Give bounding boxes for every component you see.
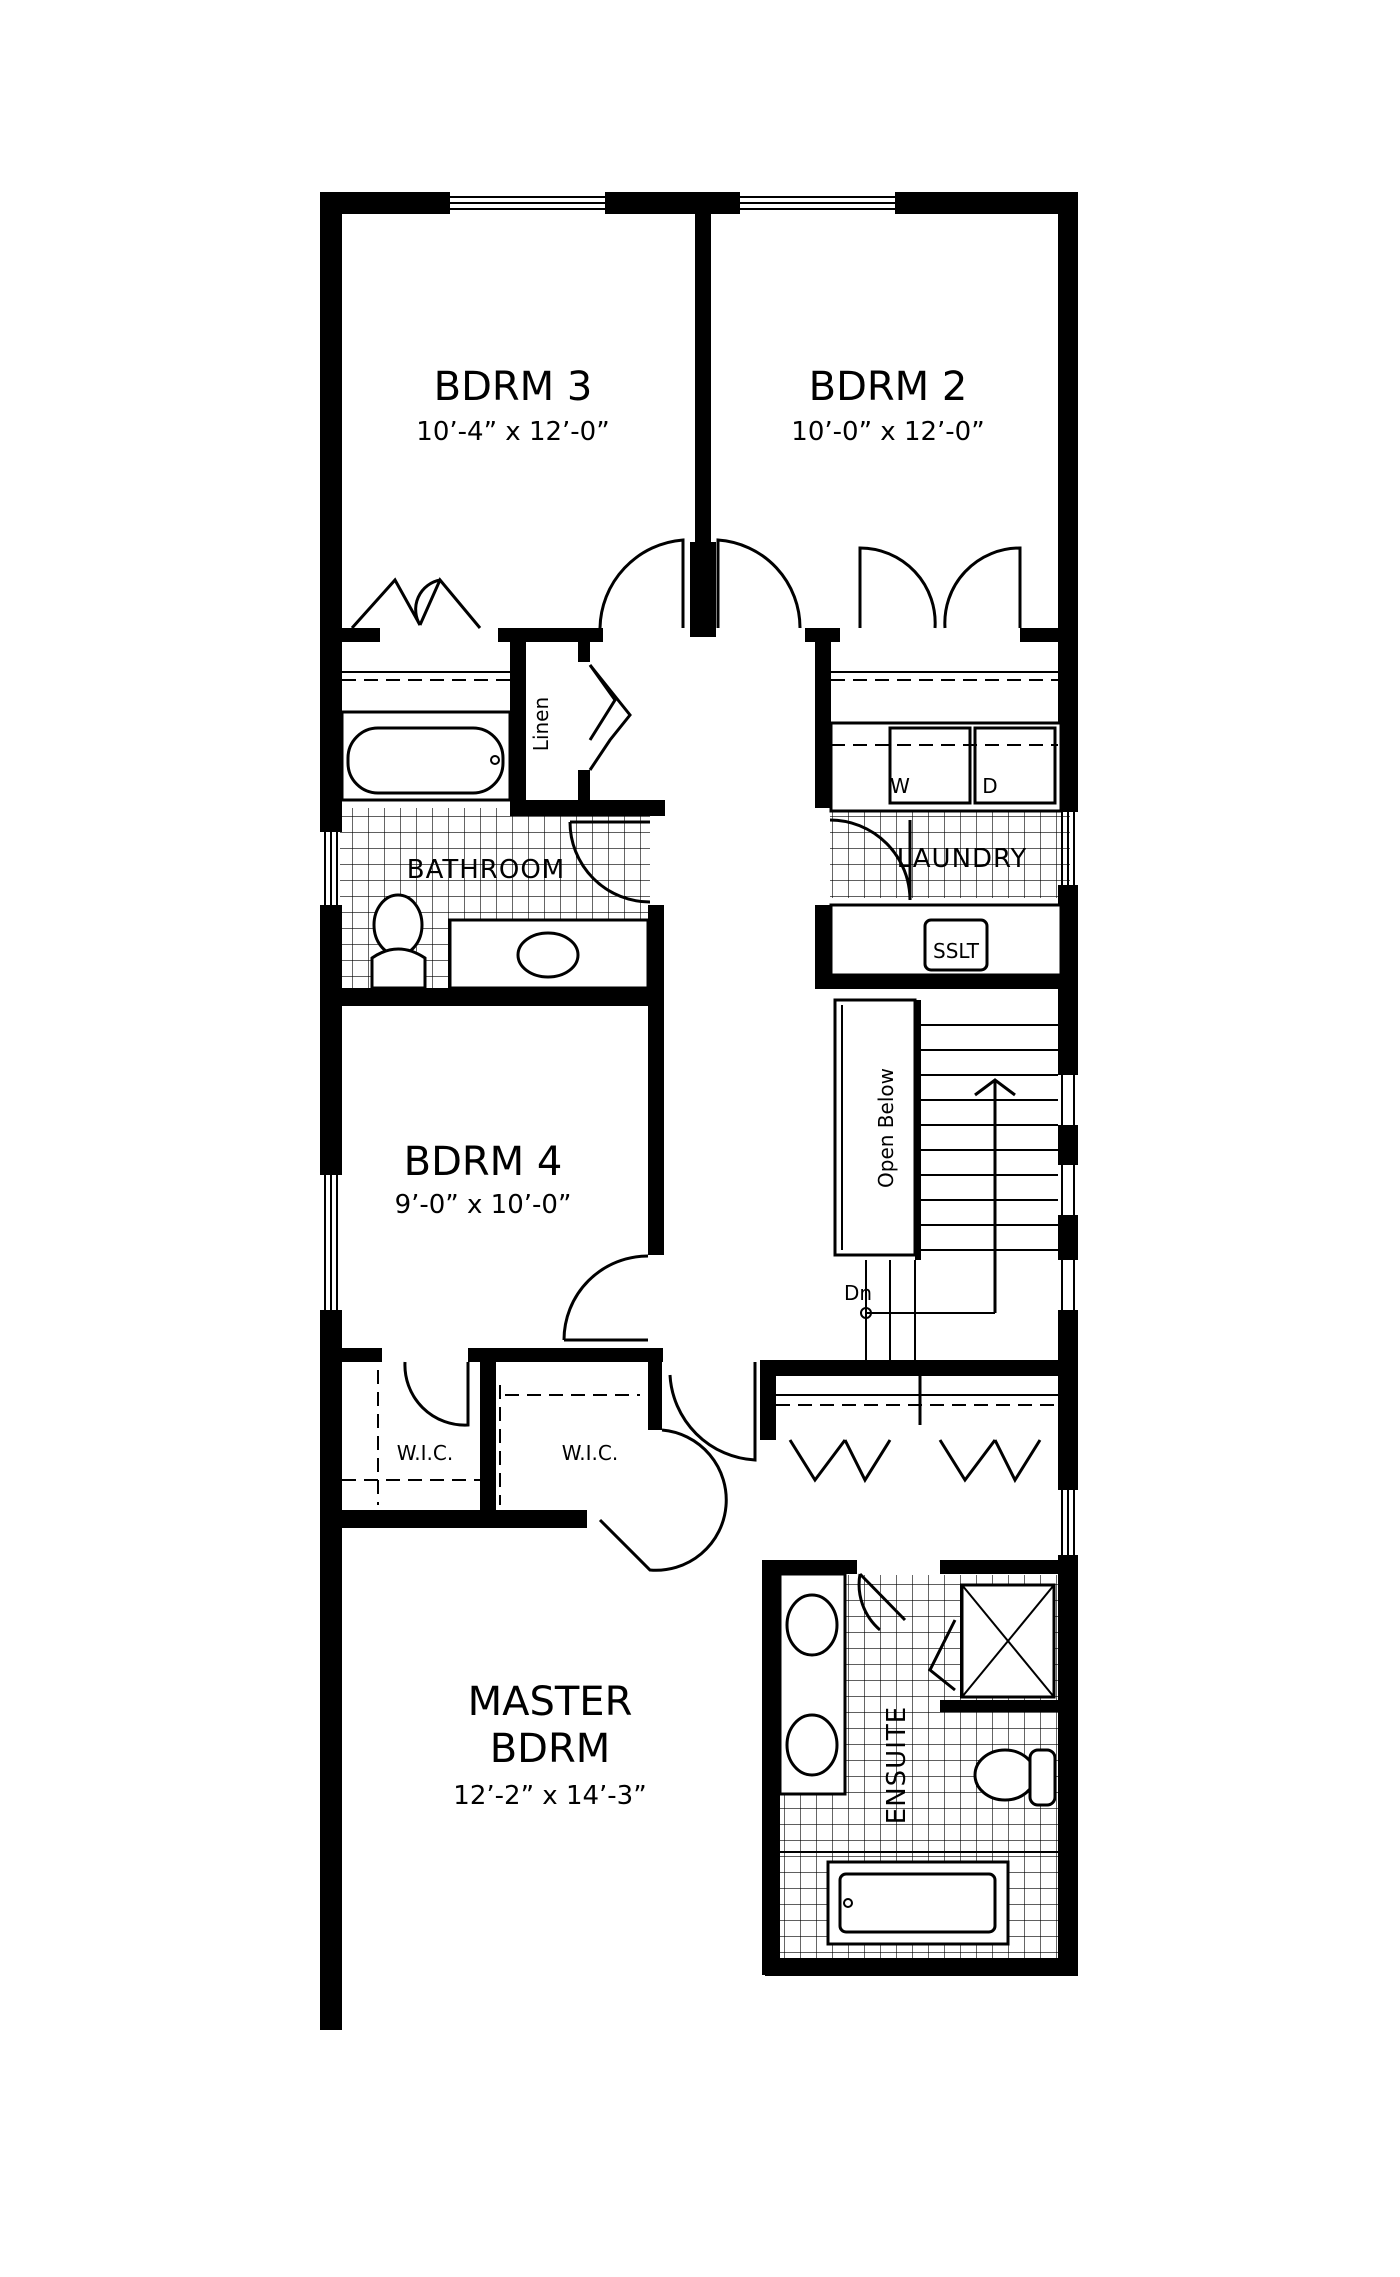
interior-walls <box>342 192 1058 1975</box>
stair-treads <box>921 1025 1058 1250</box>
dryer-label: D <box>982 774 998 798</box>
room-label-wic-left: W.I.C. <box>396 1441 454 1465</box>
room-label-linen: Linen <box>529 696 553 752</box>
room-label-bdrm4: BDRM 4 <box>403 1139 563 1185</box>
window-right-hall <box>1062 1490 1074 1555</box>
door-bdrm3 <box>600 540 683 628</box>
stairs-down-label: Dn <box>843 1281 873 1305</box>
open-below-label: Open Below <box>874 1068 898 1188</box>
hall-closet-bifolds <box>790 1440 1040 1480</box>
closet-bdrm2-right-door <box>945 548 1020 628</box>
window-left-bath <box>325 832 337 905</box>
room-label-master-line1: MASTER <box>467 1679 633 1725</box>
door-bdrm4 <box>564 1256 648 1340</box>
window-top-left <box>450 197 605 209</box>
ensuite-sink-2 <box>787 1715 837 1775</box>
linen-bifold <box>590 665 630 770</box>
sink-bathroom <box>518 933 578 977</box>
room-label-master-line2: BDRM <box>489 1726 611 1772</box>
room-dims-bdrm4: 9’-0” x 10’-0” <box>394 1190 572 1220</box>
stairs <box>835 1000 1058 1370</box>
room-label-wic-right: W.I.C. <box>561 1441 619 1465</box>
washer-label: W <box>890 774 910 798</box>
window-right-stair <box>1062 1075 1074 1310</box>
room-dims-master: 12’-2” x 14’-3” <box>453 1781 647 1811</box>
toilet-ensuite <box>975 1750 1055 1805</box>
room-label-bdrm3: BDRM 3 <box>433 364 593 410</box>
room-label-ensuite: ENSUITE <box>882 1705 912 1825</box>
room-dims-bdrm2: 10’-0” x 12’-0” <box>791 417 985 447</box>
closet-bdrm2-left-door <box>860 548 935 628</box>
ensuite-sink-1 <box>787 1595 837 1655</box>
window-top-right <box>740 197 895 209</box>
window-left-bdrm4 <box>325 1175 337 1310</box>
door-bdrm2 <box>718 540 800 628</box>
door-hall <box>670 1362 755 1460</box>
laundry-sink-label: SSLT <box>933 939 979 963</box>
toilet-bathroom <box>372 895 425 988</box>
door-wic-left <box>405 1362 468 1425</box>
door-wic-right <box>600 1430 726 1570</box>
room-label-bdrm2: BDRM 2 <box>808 364 968 410</box>
room-label-bathroom: BATHROOM <box>406 855 566 885</box>
room-dims-bdrm3: 10’-4” x 12’-0” <box>416 417 610 447</box>
room-label-laundry: LAUNDRY <box>896 844 1028 874</box>
